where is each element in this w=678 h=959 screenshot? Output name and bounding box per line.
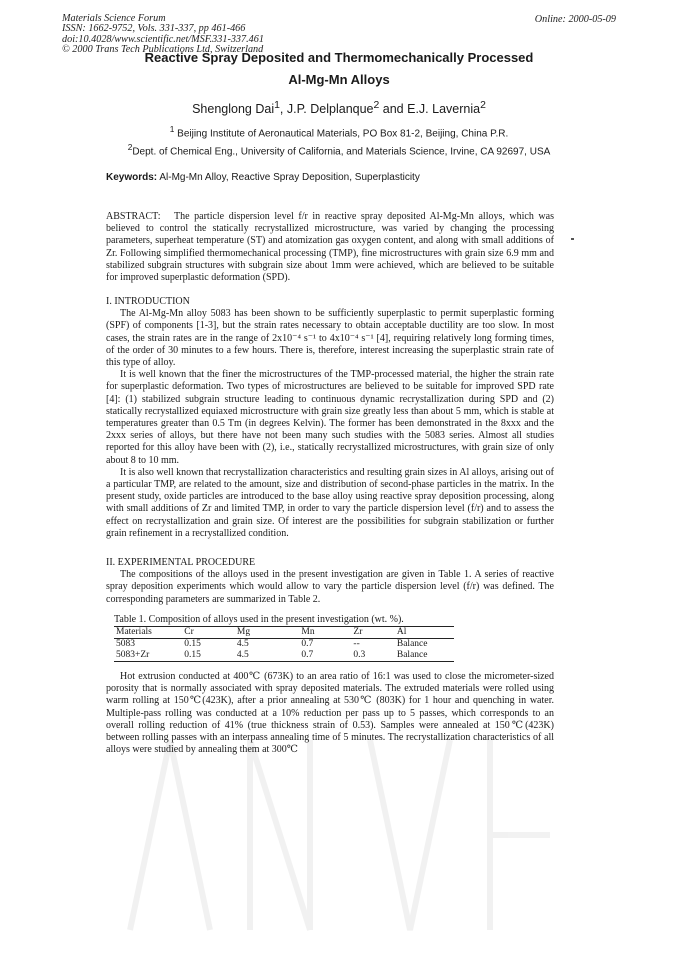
paragraph: The Al-Mg-Mn alloy 5083 has been shown to be sufficiently superplastic to permit superplastic forming (SPF) of components [1-3], but the strain rates necessary to obtain acceptable ductility are too slow. In most cases, the strain rates are in the range of 2x10⁻⁴ s⁻¹ to 4x10⁻⁴ s⁻¹ [4], requiring relatively long forming times, of the order of 30 minutes to a few hours. There is, therefore, interest increasing the superplastic strain rate of this type of alloy.: [106, 308, 554, 369]
table-cell: 0.15: [184, 639, 201, 649]
table-cell: 4.5: [235, 650, 300, 662]
table-caption: Table 1. Composition of alloys used in the present investigation (wt. %).: [114, 614, 404, 625]
author-name: Shenglong Dai: [192, 102, 275, 117]
composition-table: [114, 626, 454, 662]
table-cell: 4.5: [236, 639, 249, 649]
scan-speck: [571, 238, 574, 240]
table-cell: --: [353, 639, 360, 649]
doi-line[interactable]: doi:10.4028/www.scientific.net/MSF.331-337.461: [62, 33, 264, 45]
processing-paragraph: [106, 671, 554, 756]
table-cell: 0.3: [351, 650, 394, 662]
paragraph: The compositions of the alloys used in the present investigation are given in Table 1. A series of reactive spray deposition experiments which would allow to vary the particle dispersion level (f/r) was defined. The corresponding parameters are summarized in Table 2.: [106, 569, 554, 605]
table-cell: 0.7: [299, 650, 351, 662]
table-row: [114, 650, 454, 662]
author-name: J.P. Delplanque: [286, 102, 374, 117]
issn-line: ISSN: 1662-9752, Vols. 331-337, pp 461-466: [62, 23, 246, 35]
journal-name: Materials Science Forum: [62, 13, 166, 24]
keywords-label: Keywords:: [106, 172, 158, 183]
section-heading: II. EXPERIMENTAL PROCEDURE: [106, 557, 256, 568]
paragraph: It is well known that the finer the microstructures of the TMP-processed material, the higher the strain rate for superplastic deformation. Two types of microstructures are believed to be suitable for improved SPD rate [4]: (1) stabilized subgrain structure leading to continuous dynamic recrystallization during SPD and (2) statically recrystallized equiaxed microstructure with grain size greatly less than about 5 mm, which is stable at temperatures greater than 0.5 Tm (in degrees Kelvin). The former has been demonstrated in the 8xxx and the 2xxx series of alloys, but there have not been many such studies with the 5083 series. Almost all studies reported for this alloy have been with (2), i.e., statically recrystallized microstructures, with grain size of only about 8 to 10 mm.: [106, 369, 554, 466]
table-header-cell: Al: [395, 627, 454, 639]
abstract-label: ABSTRACT:: [106, 211, 161, 222]
author-list: Shenglong Dai$^1$, J.P. Delplanque$^2$ and E.J. Lavernia$^2$: [192, 100, 486, 117]
paragraph: It is also well known that recrystallization characteristics and resulting grain sizes in Al alloys, arising out of a particular TMP, are related to the amount, size and distribution of second-phase particles in the matrix. In the present study, oxide particles are introduced to the base alloy using reactive spray deposition processing, along with small additions of Zr and limited TMP, in order to vary the particle dispersion level (f/r) and to assess the effect on recrystallization and grain size. Of interest are the possibilities for subgrain stabilization or further grain refinement in a recrystallized condition.: [106, 466, 554, 539]
abstract-text: The particle dispersion level f/r in reactive spray deposited Al-Mg-Mn alloys, which was believed to control the statically recrystallized microstructure, was varied by changing the processing parameters, superheat temperature (ST) and atomization gas oxygen content, and along with small additions of Zr. Following simplified thermomechanical processing (TMP), fine microstructures with grain size 6.9 mm and stabilized subgrain structures with subgrain size about 1mm were achieved, which are believed to be suitable for improved superplastic deformation (SPD).: [106, 211, 554, 284]
table-cell: 5083+Zr: [114, 650, 182, 662]
abstract: [106, 211, 554, 284]
section-heading: I. INTRODUCTION: [106, 296, 190, 307]
copyright-line: © 2000 Trans Tech Publications Ltd, Switzerland: [62, 44, 264, 56]
table-row: [114, 639, 454, 651]
paper-title-line2: Al-Mg-Mn Alloys: [288, 72, 390, 87]
keywords: [106, 172, 420, 183]
table-header-cell: Mn: [299, 627, 351, 639]
introduction-section: [106, 296, 554, 540]
table-header-cell: Materials: [114, 627, 182, 639]
affiliation-2: $^2$Dept. of Chemical Eng., University of California, and Materials Science, Irvine, CA 92697, USA: [127, 142, 551, 158]
online-date: Online: 2000-05-09: [534, 14, 616, 25]
author-name: E.J. Lavernia: [407, 102, 481, 117]
table-header-row: [114, 627, 454, 639]
table-cell: 5083: [116, 639, 135, 649]
affiliation-1: $^1$ Beijing Institute of Aeronautical Materials, PO Box 81-2, Beijing, China P.R.: [169, 124, 509, 140]
table-cell: 0.7: [301, 639, 314, 649]
table-cell: Balance: [395, 650, 454, 662]
keywords-text: Al-Mg-Mn Alloy, Reactive Spray Deposition, Superplasticity: [159, 172, 420, 183]
paper-title-line1: Reactive Spray Deposited and Thermomechanically Processed: [144, 50, 534, 65]
table-header-cell: Mg: [235, 627, 300, 639]
table-cell: 0.15: [182, 650, 235, 662]
table-cell: Balance: [396, 639, 428, 649]
table-header-cell: Zr: [351, 627, 394, 639]
table-header-cell: Cr: [182, 627, 235, 639]
experimental-section: [106, 557, 554, 606]
paragraph: Hot extrusion conducted at 400℃ (673K) to an area ratio of 16:1 was used to close the micrometer-sized porosity that is normally associated with spray deposited materials. The extruded materials were rolled using warm rolling at 150℃(423K), after a prior annealing at 530℃ (803K) for 1 hour and quenching in water. Multiple-pass rolling was conducted at a 10% reduction per pass up to 5 passes, which corresponds to an overall rolling reduction of 41% (true thickness strain of 0.53). Samples were annealed at 150℃(423K) between rolling passes with an interpass annealing time of 5 minutes. The recrystallization characteristics of all alloys were studied by annealing them at 300℃: [106, 671, 554, 756]
